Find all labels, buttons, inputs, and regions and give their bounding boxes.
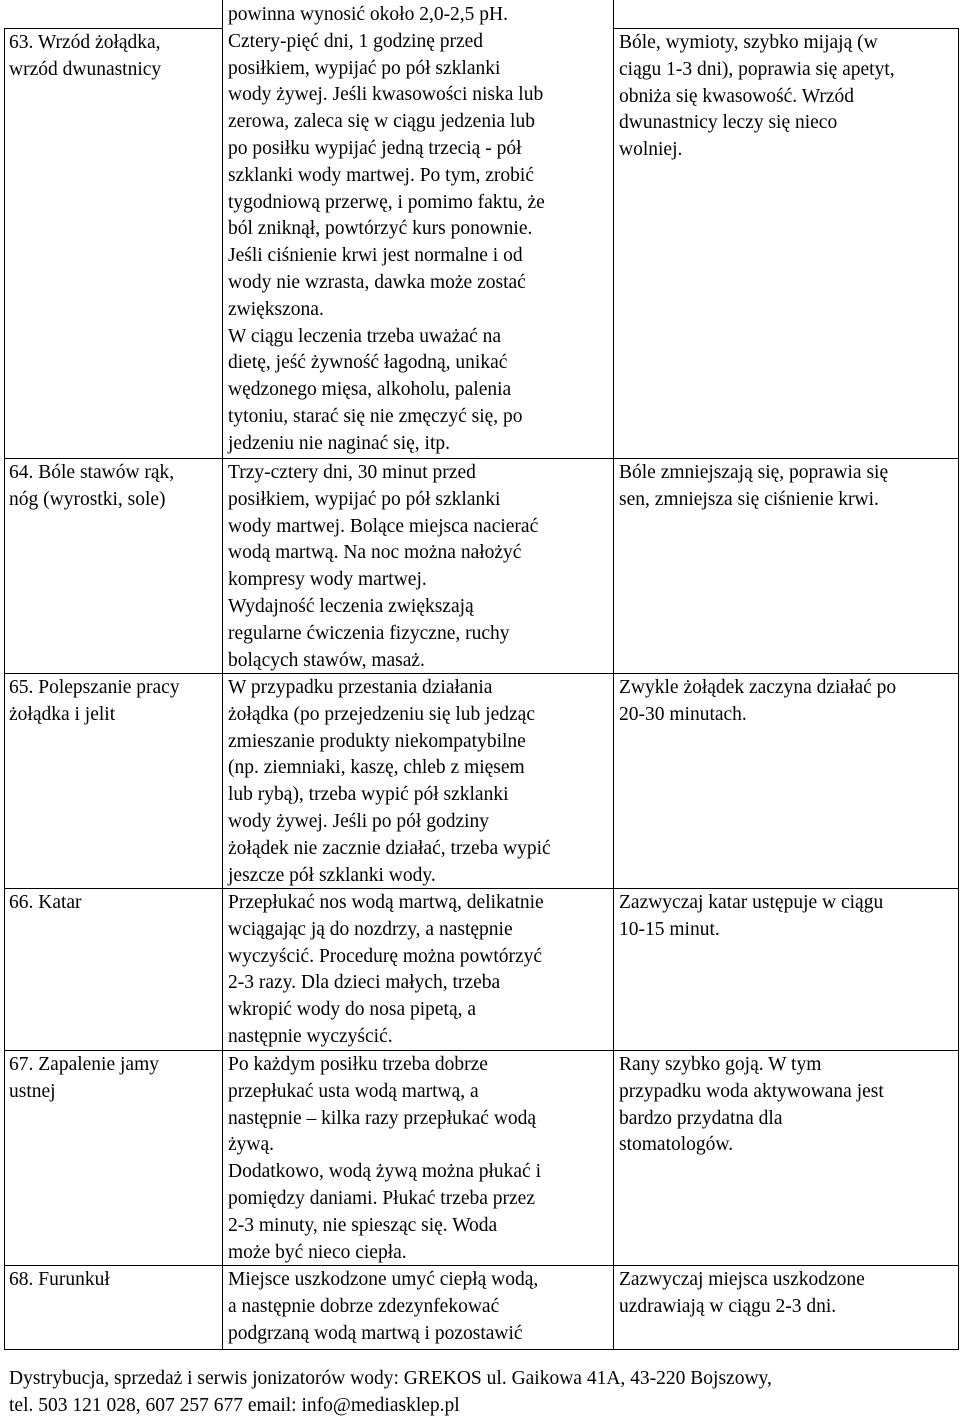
treatment-cell: Przepłukać nos wodą martwą, delikatnie wciągając ją do nozdrzy, a następnie wyczyścić. Procedurę można powtórzyć 2-3 razy. Dla dzieci małych, trzeba wkropić wody do nosa pipetą, a następnie wyczyścić. xyxy=(228,892,544,1047)
distributor-footer: Dystrybucja, sprzedaż i serwis jonizatorów wody: GREKOS ul. Gaikowa 41A, 43-220 Bojszowy, tel. 503 121 028, 607 257 677 email: info@mediasklep.pl xyxy=(9,1368,772,1416)
treatment-cell: W przypadku przestania działania żołądka (po przejedzeniu się lub jedząc zmieszanie produkty niekompatybilne (np. ziemniaki, kaszę, chleb z mięsem lub rybą), trzeba wypić pół szklanki wody żywej. Jeśli po pół godziny żołądek nie zacznie działać, trzeba wypić jeszcze pół szklanki wody. xyxy=(228,677,551,886)
treatment-cell: powinna wynosić około 2,0-2,5 pH. Cztery-pięć dni, 1 godzinę przed posiłkiem, wypijać po pół szklanki wody żywej. Jeśli kwasowości niska lub zerowa, zaleca się w ciągu jedzenia lub po posiłku wypijać jedną trzecią - pół szklanki wody martwej. Po tym, zrobić tygodniową przerwę, i pomimo faktu, że ból zniknął, powtórzyć kurs ponownie. Jeśli ciśnienie krwi jest normalne i od wody nie wzrasta, dawka może zostać zwiększona. W ciągu leczenia trzeba uważać na dietę, jeść żywność łagodną, unikać wędzonego mięsa, alkoholu, palenia tytoniu, starać się nie zmęczyć się, po jedzeniu nie naginać się, itp. xyxy=(228,4,545,454)
table-divider-2 xyxy=(613,0,614,1350)
result-cell: Zazwyczaj miejsca uszkodzone uzdrawiają w ciągu 2-3 dni. xyxy=(619,1269,865,1317)
table-bottom-border xyxy=(4,1349,959,1350)
condition-cell: 65. Polepszanie pracy żołądka i jelit xyxy=(9,677,180,725)
treatment-cell: Trzy-cztery dni, 30 minut przed posiłkiem, wypijać po pół szklanki wody martwej. Bolące miejsca nacierać wodą martwą. Na noc można nałożyć kompresy wody martwej. Wydajność leczenia zwiększają regularne ćwiczenia fizyczne, ruchy bolących stawów, masaż. xyxy=(228,462,539,671)
treatment-cell: Miejsce uszkodzone umyć ciepłą wodą, a następnie dobrze zdezynfekować podgrzaną wodą martwą i pozostawić xyxy=(228,1269,539,1344)
row-separator xyxy=(613,28,959,29)
table-divider-1 xyxy=(222,0,223,1350)
table-border-left xyxy=(4,28,5,1350)
treatment-cell: Po każdym posiłku trzeba dobrze przepłukać usta wodą martwą, a następnie – kilka razy przepłukać wodą żywą. Dodatkowo, wodą żywą można płukać i pomiędzy daniami. Płukać trzeba przez 2-3 minuty, nie spiesząc się. Woda może być nieco ciepła. xyxy=(228,1054,541,1263)
condition-cell: 64. Bóle stawów rąk, nóg (wyrostki, sole) xyxy=(9,462,175,510)
row-separator xyxy=(4,458,959,459)
row-separator xyxy=(4,28,222,29)
condition-cell: 66. Katar xyxy=(9,892,82,913)
result-cell: Bóle zmniejszają się, poprawia się sen, zmniejsza się ciśnienie krwi. xyxy=(619,462,889,510)
table-border-right xyxy=(958,28,959,1350)
result-cell: Bóle, wymioty, szybko mijają (w ciągu 1-3 dni), poprawia się apetyt, obniża się kwasowość. Wrzód dwunastnicy leczy się nieco wolniej. xyxy=(619,32,895,161)
result-cell: Zazwyczaj katar ustępuje w ciągu 10-15 minut. xyxy=(619,892,884,940)
condition-cell: 63. Wrzód żołądka, wrzód dwunastnicy xyxy=(9,32,162,80)
condition-cell: 68. Furunkuł xyxy=(9,1269,110,1290)
result-cell: Rany szybko goją. W tym przypadku woda aktywowana jest bardzo przydatna dla stomatologów. xyxy=(619,1054,884,1156)
condition-cell: 67. Zapalenie jamy ustnej xyxy=(9,1054,159,1102)
result-cell: Zwykle żołądek zaczyna działać po 20-30 minutach. xyxy=(619,677,897,725)
